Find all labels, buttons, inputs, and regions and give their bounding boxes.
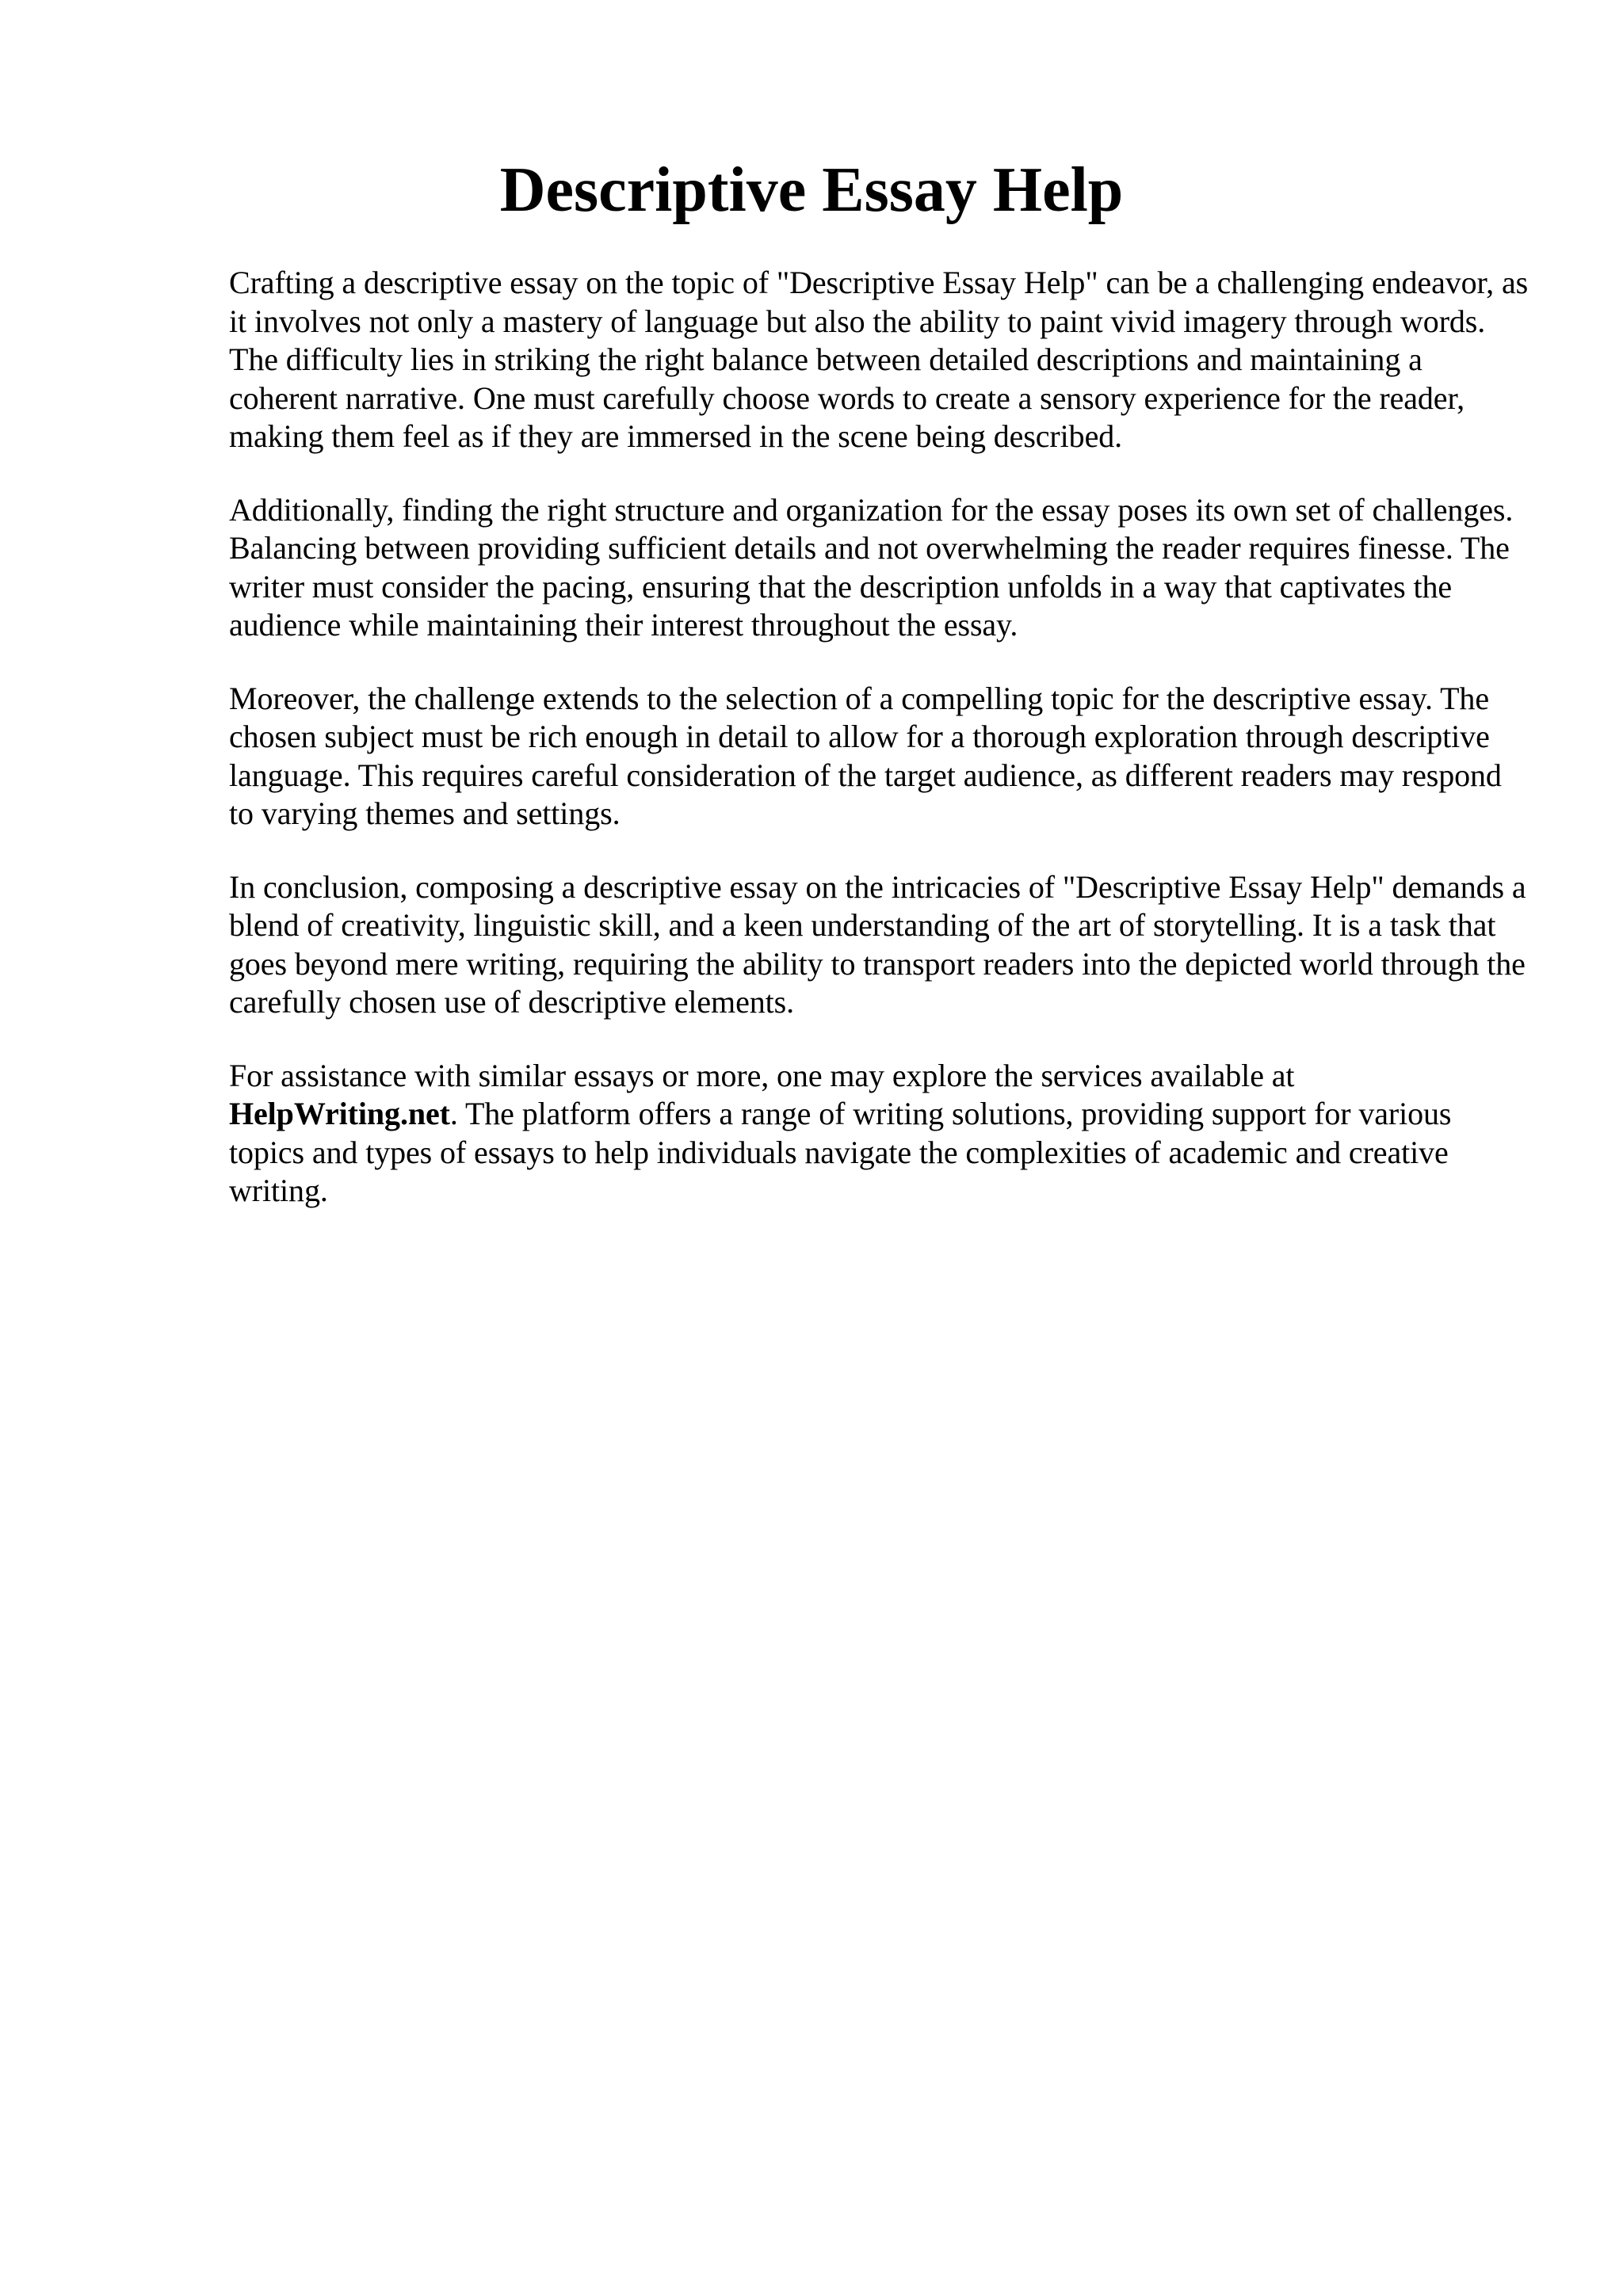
closing-paragraph <box>229 1057 1529 1211</box>
paragraph-3: Moreover, the challenge extends to the selection of a compelling topic for the descriptive essay. The chosen subject must be rich enough in detail to allow for a thorough exploration through descriptive language. This requires careful consideration of the target audience, as different readers may respond to varying themes and settings. <box>229 680 1502 831</box>
paragraph-2: Additionally, finding the right structure and organization for the essay poses its own set of challenges. Balancing between providing sufficient details and not overwhelming the reader requires finesse. The writer must consider the pacing, ensuring that the description unfolds in a way that captivates the audience while maintaining their interest throughout the essay. <box>229 491 1514 643</box>
paragraph-4: In conclusion, composing a descriptive essay on the intricacies of "Descriptive Essay Help" demands a blend of creativity, linguistic skill, and a keen understanding of the art of storytelling. It is a task that goes beyond mere writing, requiring the ability to transport readers into the depicted world through the carefully chosen use of descriptive elements. <box>229 868 1526 1020</box>
helpwriting-link[interactable]: HelpWriting.net <box>229 1096 450 1131</box>
paragraph-1: Crafting a descriptive essay on the topic of "Descriptive Essay Help" can be a challenging endeavor, as it involves not only a mastery of language but also the ability to paint vivid imagery through words. The difficulty lies in striking the right balance between detailed descriptions and maintaining a coherent narrative. One must carefully choose words to create a sensory experience for the reader, making them feel as if they are immersed in the scene being described. <box>229 265 1529 454</box>
closing-text-after-link: . The platform offers a range of writing solutions, providing support for various topics and types of essays to help individuals navigate the complexities of academic and creative writing. <box>229 1096 1452 1208</box>
closing-text-before-link: For assistance with similar essays or more, one may explore the services available at <box>229 1057 1295 1093</box>
essay-body <box>229 264 1529 1245</box>
page-title: Descriptive Essay Help <box>499 155 1124 225</box>
